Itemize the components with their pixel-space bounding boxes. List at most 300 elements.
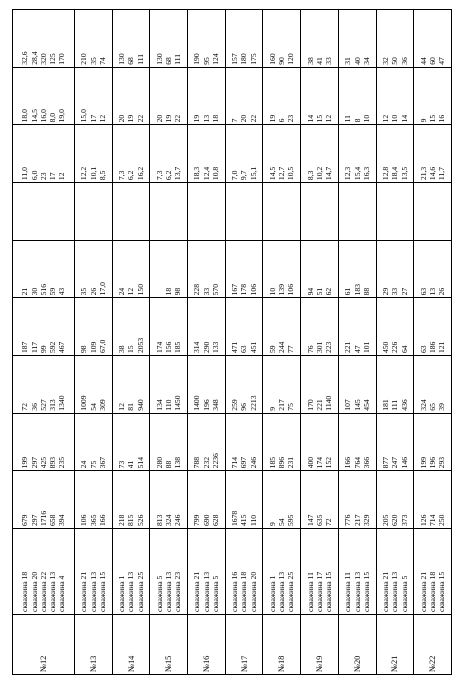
cell-value: 147 bbox=[305, 514, 315, 526]
well-names-cell bbox=[150, 529, 188, 615]
value-cell bbox=[414, 298, 452, 356]
value-cell bbox=[301, 298, 339, 356]
cell-value: 8 bbox=[352, 118, 362, 123]
cell-value: 19 bbox=[164, 114, 174, 123]
data-table bbox=[12, 9, 452, 675]
table-row bbox=[188, 10, 226, 675]
value-cell bbox=[150, 471, 188, 529]
value-cell bbox=[225, 125, 263, 183]
cell-value: 14,7 bbox=[324, 166, 334, 181]
value-cell bbox=[263, 67, 301, 125]
cell-value: 893 bbox=[48, 456, 58, 469]
cell-value: 246 bbox=[173, 514, 183, 526]
cell-value: 19 bbox=[126, 114, 136, 123]
cell-value: 514 bbox=[135, 456, 145, 469]
cell-value: 185 bbox=[173, 341, 183, 354]
cell-value: 940 bbox=[135, 399, 145, 411]
cell-value: 38 bbox=[305, 57, 315, 65]
group-label: №22 bbox=[414, 615, 452, 675]
cell-value: 27 bbox=[399, 287, 409, 296]
cell-value: 24 bbox=[117, 287, 127, 296]
cell-value: 187 bbox=[20, 341, 30, 354]
cell-value bbox=[202, 185, 211, 238]
value-cell bbox=[225, 240, 263, 298]
value-cell bbox=[263, 413, 301, 471]
value-cell bbox=[150, 240, 188, 298]
cell-value: 815 bbox=[126, 514, 136, 526]
well-name: скважина 15 bbox=[437, 571, 447, 612]
value-cell bbox=[414, 67, 452, 125]
cell-value: 30 bbox=[29, 287, 39, 296]
cell-value: 35 bbox=[79, 287, 89, 296]
well-names-cell bbox=[338, 529, 376, 615]
cell-value: 592 bbox=[48, 341, 58, 354]
well-name: скважина 21 bbox=[380, 571, 390, 612]
table-row bbox=[263, 10, 301, 675]
value-cell bbox=[188, 413, 226, 471]
cell-value: 124 bbox=[211, 53, 221, 65]
cell-value: 16,0 bbox=[38, 109, 48, 123]
cell-value: 12,8 bbox=[380, 166, 390, 181]
value-cell bbox=[74, 356, 112, 414]
cell-value: 20 bbox=[239, 114, 249, 123]
well-name: скважина 16 bbox=[230, 571, 240, 612]
group-label: №17 bbox=[225, 615, 263, 675]
value-cell bbox=[225, 67, 263, 125]
cell-value bbox=[381, 185, 390, 238]
cell-value: 181 bbox=[380, 399, 390, 411]
cell-value bbox=[239, 185, 248, 238]
cell-value: 7,3 bbox=[154, 170, 164, 181]
cell-value: 99 bbox=[38, 345, 48, 354]
cell-value: 145 bbox=[352, 399, 362, 411]
cell-value: 59 bbox=[267, 345, 277, 354]
cell-value: 90 bbox=[277, 57, 287, 65]
cell-value: 19,0 bbox=[57, 109, 67, 123]
cell-value: 15 bbox=[314, 114, 324, 123]
cell-value: 620 bbox=[390, 514, 400, 526]
group-label: №13 bbox=[74, 615, 112, 675]
cell-value: 180 bbox=[239, 53, 249, 65]
cell-value: 570 bbox=[211, 283, 221, 296]
cell-value: 764 bbox=[352, 456, 362, 469]
cell-value: 31 bbox=[343, 57, 353, 65]
cell-value: 320 bbox=[38, 53, 48, 65]
value-cell bbox=[263, 356, 301, 414]
cell-value: 59 bbox=[48, 287, 58, 296]
cell-value: 10 bbox=[361, 114, 371, 123]
cell-value: 679 bbox=[20, 514, 30, 526]
well-name: скважина 4 bbox=[57, 575, 67, 612]
cell-value: 17,0 bbox=[97, 282, 107, 296]
cell-value: 9,7 bbox=[239, 170, 249, 181]
cell-value: 17 bbox=[48, 172, 58, 181]
cell-value: 130 bbox=[117, 53, 127, 65]
cell-value: 367 bbox=[97, 456, 107, 469]
cell-value bbox=[353, 185, 362, 238]
cell-value bbox=[277, 185, 286, 238]
value-cell bbox=[338, 10, 376, 68]
cell-value: 12 bbox=[57, 172, 67, 181]
value-cell bbox=[376, 413, 414, 471]
value-cell bbox=[74, 413, 112, 471]
value-cell bbox=[338, 356, 376, 414]
cell-value: 174 bbox=[314, 456, 324, 469]
value-cell bbox=[188, 298, 226, 356]
cell-value: 714 bbox=[230, 456, 240, 469]
cell-value: 28,4 bbox=[29, 51, 39, 65]
cell-value: 15,1 bbox=[248, 166, 258, 181]
cell-value: 10,5 bbox=[286, 166, 296, 181]
cell-value: 110 bbox=[248, 514, 258, 526]
value-cell bbox=[188, 183, 226, 241]
cell-value: 8,3 bbox=[305, 170, 315, 181]
cell-value: 309 bbox=[97, 399, 107, 411]
cell-value: 12 bbox=[126, 287, 136, 296]
cell-value: 199 bbox=[418, 456, 428, 469]
value-cell bbox=[74, 67, 112, 125]
cell-value: 98 bbox=[173, 287, 183, 296]
cell-value: 12 bbox=[117, 403, 127, 411]
value-cell bbox=[376, 67, 414, 125]
cell-value: 88 bbox=[164, 460, 174, 469]
cell-value: 110 bbox=[164, 399, 174, 411]
value-cell bbox=[13, 356, 75, 414]
well-name: скважина 13 bbox=[164, 571, 174, 612]
well-name: скважина 20 bbox=[29, 571, 39, 612]
well-names-cell bbox=[225, 529, 263, 615]
value-cell bbox=[225, 356, 263, 414]
value-cell bbox=[150, 125, 188, 183]
cell-value: 21,3 bbox=[418, 166, 428, 181]
value-cell bbox=[414, 413, 452, 471]
well-name: скважина 18 bbox=[239, 571, 249, 612]
cell-value: 6,2 bbox=[164, 170, 174, 181]
cell-value: 13,5 bbox=[399, 166, 409, 181]
value-cell bbox=[225, 413, 263, 471]
cell-value: 16,3 bbox=[361, 166, 371, 181]
cell-value: 14,6 bbox=[427, 166, 437, 181]
value-cell bbox=[150, 356, 188, 414]
cell-value bbox=[98, 185, 107, 238]
cell-value: 170 bbox=[305, 399, 315, 411]
cell-value: 47 bbox=[437, 57, 447, 65]
value-cell bbox=[112, 183, 150, 241]
cell-value: 348 bbox=[211, 399, 221, 411]
cell-value: 33 bbox=[201, 287, 211, 296]
table-row bbox=[13, 10, 75, 675]
value-cell bbox=[74, 10, 112, 68]
cell-value: 77 bbox=[286, 345, 296, 354]
well-name: скважина 13 bbox=[126, 571, 136, 612]
cell-value: 813 bbox=[154, 514, 164, 526]
cell-value: 47 bbox=[352, 345, 362, 354]
cell-value: 64 bbox=[399, 345, 409, 354]
value-cell bbox=[338, 125, 376, 183]
cell-value bbox=[192, 185, 201, 238]
cell-value: 72 bbox=[324, 518, 334, 526]
cell-value: 12 bbox=[97, 114, 107, 123]
well-name: скважина 13 bbox=[88, 571, 98, 612]
cell-value: 19 bbox=[192, 114, 202, 123]
cell-value: 33 bbox=[324, 57, 334, 65]
cell-value: 35 bbox=[88, 57, 98, 65]
cell-value: 106 bbox=[286, 283, 296, 296]
cell-value: 2053 bbox=[135, 337, 145, 354]
value-cell bbox=[13, 298, 75, 356]
cell-value bbox=[136, 185, 145, 238]
cell-value: 11,7 bbox=[437, 167, 447, 181]
value-cell bbox=[74, 240, 112, 298]
table-row bbox=[225, 10, 263, 675]
cell-value: 14 bbox=[305, 114, 315, 123]
cell-value: 34 bbox=[361, 57, 371, 65]
table-row bbox=[414, 10, 452, 675]
cell-value: 221 bbox=[314, 399, 324, 411]
cell-value: 166 bbox=[343, 456, 353, 469]
well-name: скважина 15 bbox=[324, 571, 334, 612]
cell-value: 7,3 bbox=[117, 170, 127, 181]
table-body bbox=[13, 10, 452, 675]
cell-value: 24 bbox=[79, 460, 89, 469]
cell-value: 175 bbox=[248, 53, 258, 65]
cell-value bbox=[89, 185, 98, 238]
value-cell bbox=[376, 183, 414, 241]
cell-value bbox=[211, 185, 220, 238]
value-cell bbox=[263, 240, 301, 298]
value-cell bbox=[13, 10, 75, 68]
table-row bbox=[376, 10, 414, 675]
cell-value: 12,7 bbox=[277, 166, 287, 181]
cell-value: 516 bbox=[38, 283, 48, 296]
cell-value: 11,0 bbox=[20, 167, 30, 181]
cell-value bbox=[306, 185, 315, 238]
cell-value: 51 bbox=[314, 287, 324, 296]
well-name: скважина 17 bbox=[314, 571, 324, 612]
value-cell bbox=[338, 67, 376, 125]
value-cell bbox=[112, 240, 150, 298]
cell-value: 14,5 bbox=[267, 166, 277, 181]
value-cell bbox=[225, 471, 263, 529]
cell-value: 106 bbox=[248, 283, 258, 296]
cell-value bbox=[48, 185, 57, 238]
value-cell bbox=[188, 67, 226, 125]
value-cell bbox=[376, 240, 414, 298]
well-names-cell bbox=[188, 529, 226, 615]
cell-value: 12,4 bbox=[201, 166, 211, 181]
value-cell bbox=[338, 240, 376, 298]
cell-value: 41 bbox=[126, 460, 136, 469]
well-name: скважина 1 bbox=[267, 575, 277, 612]
cell-value: 22 bbox=[248, 114, 258, 123]
well-name: скважина 1 bbox=[117, 575, 127, 612]
cell-value bbox=[315, 185, 324, 238]
cell-value: 451 bbox=[248, 341, 258, 354]
cell-value: 146 bbox=[399, 456, 409, 469]
cell-value: 156 bbox=[164, 341, 174, 354]
cell-value: 450 bbox=[380, 341, 390, 354]
value-cell bbox=[74, 298, 112, 356]
cell-value bbox=[57, 185, 66, 238]
cell-value: 111 bbox=[173, 53, 183, 65]
value-cell bbox=[225, 183, 263, 241]
cell-value bbox=[79, 185, 88, 238]
cell-value: 20 bbox=[117, 114, 127, 123]
value-cell bbox=[13, 240, 75, 298]
cell-value: 9 bbox=[267, 406, 277, 411]
cell-value: 133 bbox=[211, 341, 221, 354]
cell-value bbox=[343, 185, 352, 238]
cell-value: 139 bbox=[277, 283, 287, 296]
cell-value: 166 bbox=[97, 514, 107, 526]
value-cell bbox=[13, 67, 75, 125]
cell-value: 8,5 bbox=[97, 170, 107, 181]
group-label: №19 bbox=[301, 615, 339, 675]
cell-value bbox=[155, 243, 164, 296]
cell-value: 18,0 bbox=[20, 109, 30, 123]
value-cell bbox=[150, 298, 188, 356]
well-name: скважина 18 bbox=[20, 571, 30, 612]
cell-value: 94 bbox=[305, 287, 315, 296]
cell-value: 415 bbox=[239, 514, 249, 526]
cell-value: 1400 bbox=[192, 395, 202, 411]
value-cell bbox=[188, 356, 226, 414]
cell-value: 26 bbox=[437, 287, 447, 296]
value-cell bbox=[338, 183, 376, 241]
cell-value: 120 bbox=[286, 53, 296, 65]
value-cell bbox=[301, 413, 339, 471]
value-cell bbox=[74, 471, 112, 529]
cell-value bbox=[286, 185, 295, 238]
cell-value bbox=[390, 185, 399, 238]
cell-value: 799 bbox=[192, 514, 202, 526]
well-names-cell bbox=[74, 529, 112, 615]
cell-value: 18 bbox=[211, 114, 221, 123]
value-cell bbox=[74, 183, 112, 241]
cell-value: 527 bbox=[38, 399, 48, 411]
value-cell bbox=[112, 10, 150, 68]
cell-value: 186 bbox=[427, 341, 437, 354]
cell-value: 205 bbox=[380, 514, 390, 526]
group-label: №15 bbox=[150, 615, 188, 675]
table-row bbox=[74, 10, 112, 675]
value-cell bbox=[301, 67, 339, 125]
well-name: скважина 13 bbox=[352, 571, 362, 612]
value-cell bbox=[301, 125, 339, 183]
well-name: скважина 13 bbox=[48, 571, 58, 612]
cell-value: 526 bbox=[135, 514, 145, 526]
cell-value: 250 bbox=[437, 514, 447, 526]
cell-value: 160 bbox=[267, 53, 277, 65]
value-cell bbox=[112, 356, 150, 414]
cell-value: 75 bbox=[286, 403, 296, 411]
cell-value bbox=[155, 185, 164, 238]
value-cell bbox=[301, 183, 339, 241]
cell-value: 81 bbox=[126, 403, 136, 411]
well-names-cell bbox=[263, 529, 301, 615]
well-name: скважина 5 bbox=[211, 575, 221, 612]
cell-value: 314 bbox=[192, 341, 202, 354]
value-cell bbox=[112, 471, 150, 529]
cell-value: 32,6 bbox=[20, 51, 30, 65]
cell-value: 690 bbox=[201, 514, 211, 526]
cell-value: 13,7 bbox=[173, 166, 183, 181]
cell-value: 41 bbox=[314, 57, 324, 65]
well-name: скважина 5 bbox=[399, 575, 409, 612]
cell-value: 635 bbox=[314, 514, 324, 526]
rotated-table-container bbox=[12, 9, 452, 675]
cell-value: 39 bbox=[437, 403, 447, 411]
cell-value: 98 bbox=[79, 345, 89, 354]
cell-value: 18,3 bbox=[192, 166, 202, 181]
cell-value: 217 bbox=[352, 514, 362, 526]
value-cell bbox=[13, 471, 75, 529]
cell-value bbox=[173, 185, 182, 238]
cell-value: 174 bbox=[154, 341, 164, 354]
cell-value: 12,2 bbox=[79, 166, 89, 181]
cell-value: 1678 bbox=[230, 510, 240, 526]
cell-value: 2213 bbox=[248, 395, 258, 411]
cell-value bbox=[230, 185, 239, 238]
cell-value: 134 bbox=[154, 399, 164, 411]
cell-value: 2236 bbox=[211, 453, 221, 469]
value-cell bbox=[263, 125, 301, 183]
cell-value: 150 bbox=[135, 283, 145, 296]
table-row bbox=[338, 10, 376, 675]
cell-value: 72 bbox=[20, 403, 30, 411]
value-cell bbox=[301, 10, 339, 68]
value-cell bbox=[188, 471, 226, 529]
cell-value: 231 bbox=[286, 456, 296, 469]
cell-value bbox=[20, 185, 29, 238]
cell-value: 111 bbox=[135, 53, 145, 65]
value-cell bbox=[112, 67, 150, 125]
value-cell bbox=[112, 298, 150, 356]
cell-value bbox=[400, 185, 409, 238]
value-cell bbox=[13, 125, 75, 183]
cell-value: 471 bbox=[230, 341, 240, 354]
cell-value bbox=[117, 185, 126, 238]
cell-value: 788 bbox=[192, 456, 202, 469]
value-cell bbox=[376, 471, 414, 529]
cell-value: 26 bbox=[88, 287, 98, 296]
cell-value: 1340 bbox=[57, 395, 67, 411]
cell-value bbox=[30, 185, 39, 238]
value-cell bbox=[188, 240, 226, 298]
cell-value: 23 bbox=[38, 172, 48, 181]
group-label: №18 bbox=[263, 615, 301, 675]
cell-value: 63 bbox=[418, 345, 428, 354]
value-cell bbox=[338, 298, 376, 356]
cell-value: 223 bbox=[324, 341, 334, 354]
cell-value: 23 bbox=[286, 114, 296, 123]
value-cell bbox=[150, 183, 188, 241]
cell-value: 10,8 bbox=[211, 166, 221, 181]
value-cell bbox=[150, 10, 188, 68]
cell-value: 10 bbox=[267, 287, 277, 296]
cell-value: 1140 bbox=[324, 395, 334, 411]
cell-value: 697 bbox=[239, 456, 249, 469]
cell-value: 68 bbox=[126, 57, 136, 65]
cell-value: 157 bbox=[230, 53, 240, 65]
cell-value: 301 bbox=[314, 341, 324, 354]
well-name: скважина 25 bbox=[286, 571, 296, 612]
cell-value: 10,1 bbox=[88, 166, 98, 181]
cell-value: 8,0 bbox=[48, 112, 58, 123]
value-cell bbox=[414, 471, 452, 529]
cell-value: 88 bbox=[361, 287, 371, 296]
table-row bbox=[112, 10, 150, 675]
